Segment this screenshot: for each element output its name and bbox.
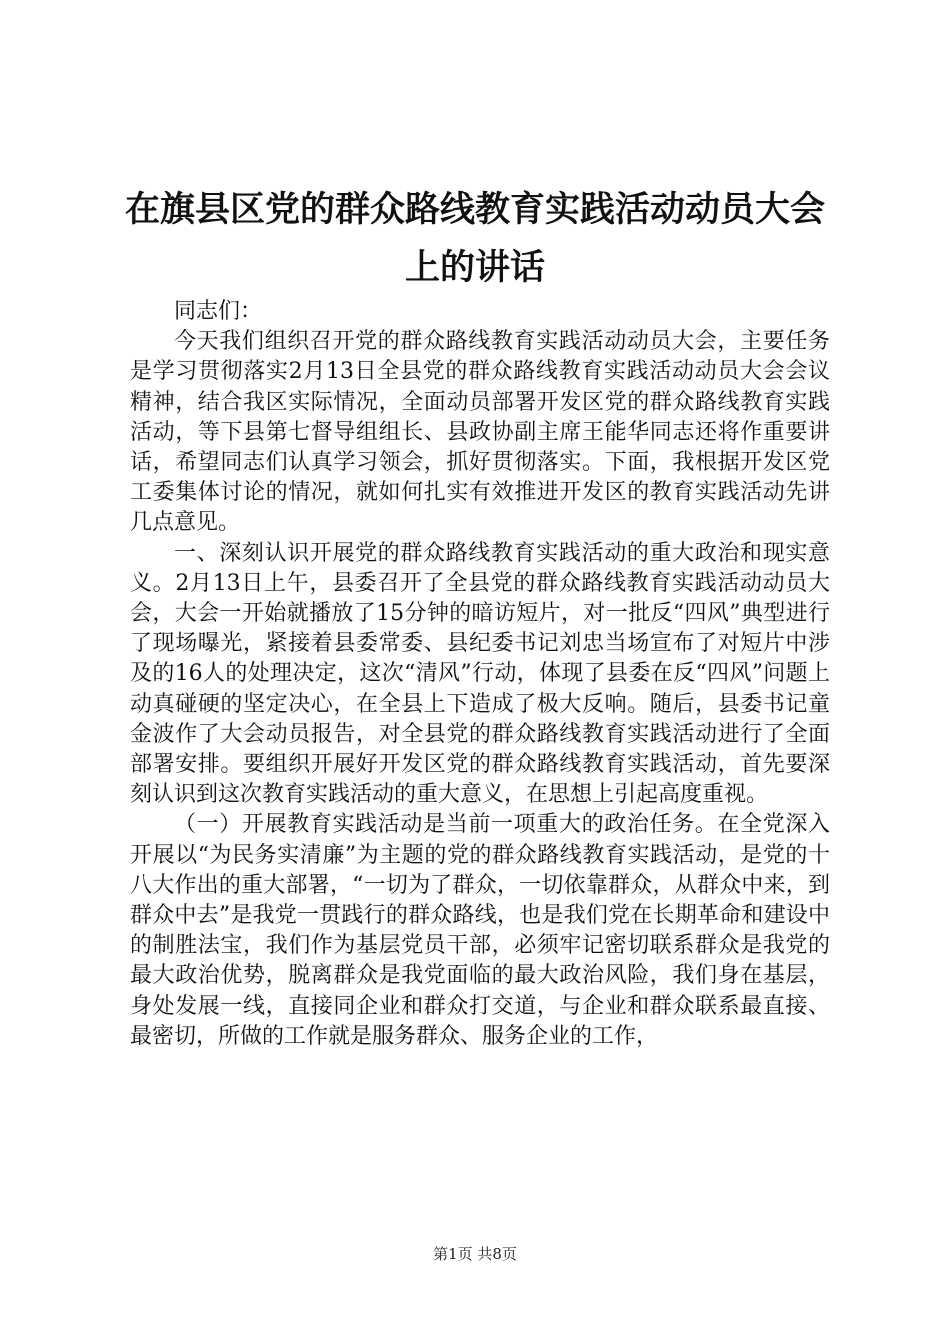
document-title-line-1: 在旗县区党的群众路线教育实践活动动员大会	[124, 189, 825, 230]
document-title-line-2: 上的讲话	[404, 247, 545, 288]
paragraph: 今天我们组织召开党的群众路线教育实践活动动员大会，主要任务是学习贯彻落实2月13日全县党的群众路线教育实践活动动员大会会议精神，结合我区实际情况，全面动员部署开发区党的群众路线教育实践活动，等下县第七督导组组长、县政协副主席王能华同志还将作重要讲话，希望同志们认真学习领会，抓好贯彻落实。下面，我根据开发区党工委集体讨论的情况，就如何扎实有效推进开发区的教育实践活动先讲几点意见。	[130, 329, 830, 536]
document-body	[130, 297, 830, 1052]
paragraph: （一）开展教育实践活动是当前一项重大的政治任务。在全党深入开展以“为民务实清廉”为主题的党的群众路线教育实践活动，是党的十八大作出的重大部署，“一切为了群众，一切依靠群众，从群众中来，到群众中去”是我党一贯践行的群众路线，也是我们党在长期革命和建设中的制胜法宝，我们作为基层党员干部，必须牢记密切联系群众是我党的最大政治优势，脱离群众是我党面临的最大政治风险，我们身在基层，身处发展一线，直接同企业和群众打交道，与企业和群众联系最直接、最密切，所做的工作就是服务群众、服务企业的工作，	[130, 812, 830, 1049]
paragraph: 一、深刻认识开展党的群众路线教育实践活动的重大政治和现实意义。2月13日上午，县委召开了全县党的群众路线教育实践活动动员大会，大会一开始就播放了15分钟的暗访短片，对一批反“四风”典型进行了现场曝光，紧接着县委常委、县纪委书记刘忠当场宣布了对短片中涉及的16人的处理决定，这次“清风”行动，体现了县委在反“四风”问题上动真碰硬的坚定决心，在全县上下造成了极大反响。随后，县委书记童金波作了大会动员报告，对全县党的群众路线教育实践活动进行了全面部署安排。要组织开展好开发区党的群众路线教育实践活动，首先要深刻认识到这次教育实践活动的重大意义，在思想上引起高度重视。	[130, 540, 830, 808]
salutation: 同志们：	[174, 299, 263, 324]
page-footer: 第1页 共8页	[433, 1245, 517, 1263]
